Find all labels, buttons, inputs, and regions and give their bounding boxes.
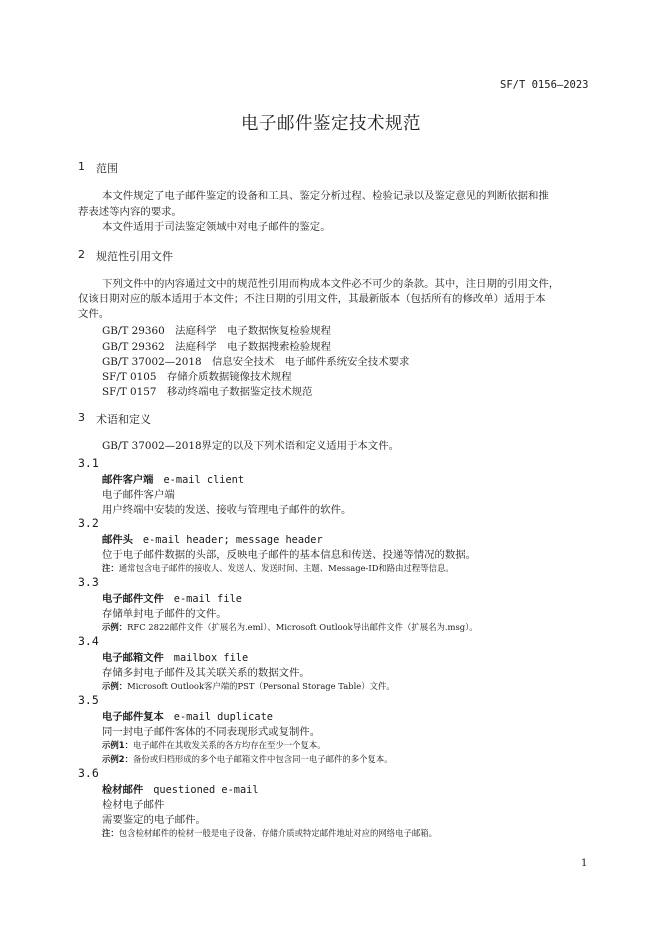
refs-para-line-1: 下列文件中的内容通过文中的规范性引用而构成本文件必不可少的条款。其中，注日期的引用文件， bbox=[102, 278, 560, 290]
note-label: 注： bbox=[102, 828, 119, 838]
term-example bbox=[102, 739, 326, 751]
term-definition: 检材电子邮件 bbox=[102, 799, 165, 811]
section-number: 2 bbox=[78, 248, 85, 261]
standard-code: SF/T 0156—2023 bbox=[500, 79, 589, 91]
term-chinese: 电子邮件文件 bbox=[102, 593, 164, 605]
example-label: 示例： bbox=[102, 681, 128, 691]
term-example bbox=[102, 680, 395, 692]
term-name bbox=[102, 590, 242, 605]
refs-para-line-3: 文件。 bbox=[78, 308, 110, 320]
term-name bbox=[102, 531, 323, 546]
normative-reference: GB/T 29362 法庭科学 电子数据搜索检验规程 bbox=[102, 341, 331, 353]
term-english: e-mail client bbox=[163, 474, 245, 486]
term-name bbox=[102, 649, 248, 664]
example-label: 示例1： bbox=[102, 740, 133, 750]
scope-para-1-line-2: 荐表述等内容的要求。 bbox=[78, 206, 182, 218]
note-text: 通常包含电子邮件的接收人、发送人、发送时间、主题、Message-ID和路由过程等信息。 bbox=[118, 563, 454, 573]
normative-reference: GB/T 29360 法庭科学 电子数据恢复检验规程 bbox=[102, 325, 331, 337]
document-title: 电子邮件鉴定技术规范 bbox=[241, 114, 421, 134]
section-number: 3 bbox=[78, 411, 85, 424]
normative-reference: SF/T 0105 存储介质数据镜像技术规程 bbox=[102, 371, 292, 383]
term-chinese: 邮件头 bbox=[102, 534, 133, 546]
scope-para-1-line-1: 本文件规定了电子邮件鉴定的设备和工具、鉴定分析过程、检验记录以及鉴定意见的判断依据和推 bbox=[102, 190, 549, 202]
term-example bbox=[102, 621, 478, 633]
section-number: 1 bbox=[78, 160, 85, 173]
normative-reference: GB/T 37002—2018 信息安全技术 电子邮件系统安全技术要求 bbox=[102, 356, 410, 368]
term-chinese: 电子邮件复本 bbox=[102, 711, 164, 723]
example-text: 备份或归档形成的多个电子邮箱文件中包含同一电子邮件的多个复本。 bbox=[132, 754, 393, 764]
term-number: 3.2 bbox=[78, 516, 99, 530]
term-chinese: 邮件客户端 bbox=[102, 474, 154, 486]
term-english: questioned e-mail bbox=[153, 784, 259, 796]
refs-para-line-2: 仅该日期对应的版本适用于本文件；不注日期的引用文件，其最新版本（包括所有的修改单）适用于本 bbox=[78, 293, 546, 305]
term-number: 3.1 bbox=[78, 456, 99, 470]
term-english: mailbox file bbox=[173, 652, 249, 664]
term-definition: 同一封电子邮件客体的不同表现形式或复制件。 bbox=[102, 726, 321, 738]
term-definition: 位于电子邮件数据的头部，反映电子邮件的基本信息和传送、投递等情况的数据。 bbox=[102, 549, 477, 561]
term-note bbox=[102, 827, 437, 839]
term-name bbox=[102, 781, 259, 796]
example-text: Microsoft Outlook客户端的PST（Personal Storage Table）文件。 bbox=[127, 681, 395, 691]
term-english: e-mail duplicate bbox=[173, 711, 273, 723]
term-definition: 电子邮件客户端 bbox=[102, 489, 175, 501]
terms-intro: GB/T 37002—2018界定的以及下列术语和定义适用于本文件。 bbox=[102, 440, 399, 452]
section-title: 术语和定义 bbox=[96, 413, 151, 426]
normative-reference: SF/T 0157 移动终端电子数据鉴定技术规范 bbox=[102, 386, 313, 398]
note-text: 包含检材邮件的检材一般是电子设备、存储介质或特定邮件地址对应的网络电子邮箱。 bbox=[118, 828, 437, 838]
term-name bbox=[102, 708, 273, 723]
note-label: 注： bbox=[102, 563, 119, 573]
term-number: 3.4 bbox=[78, 634, 99, 648]
scope-para-2: 本文件适用于司法鉴定领域中对电子邮件的鉴定。 bbox=[102, 221, 331, 233]
section-title: 范围 bbox=[96, 162, 118, 175]
term-definition: 存储单封电子邮件的文件。 bbox=[102, 608, 227, 620]
term-definition: 存储多封电子邮件及其关联关系的数据文件。 bbox=[102, 667, 310, 679]
page-number: 1 bbox=[581, 858, 588, 869]
term-english: e-mail header; message header bbox=[142, 534, 323, 546]
example-text: 电子邮件在其收发关系的各方均存在至少一个复本。 bbox=[132, 740, 326, 750]
term-definition: 用户终端中安装的发送、接收与管理电子邮件的软件。 bbox=[102, 504, 352, 516]
term-definition: 需要鉴定的电子邮件。 bbox=[102, 814, 206, 826]
term-number: 3.6 bbox=[78, 766, 99, 780]
example-text: RFC 2822邮件文件（扩展名为.eml）、Microsoft Outlook导出邮件文件（扩展名为.msg）。 bbox=[127, 622, 478, 632]
term-english: e-mail file bbox=[173, 593, 242, 605]
term-number: 3.5 bbox=[78, 693, 99, 707]
term-example bbox=[102, 753, 393, 765]
term-chinese: 电子邮箱文件 bbox=[102, 652, 164, 664]
term-number: 3.3 bbox=[78, 575, 99, 589]
example-label: 示例： bbox=[102, 622, 128, 632]
term-chinese: 检材邮件 bbox=[102, 784, 144, 796]
term-note bbox=[102, 562, 454, 574]
section-title: 规范性引用文件 bbox=[96, 250, 173, 263]
example-label: 示例2： bbox=[102, 754, 133, 764]
term-name bbox=[102, 471, 244, 486]
